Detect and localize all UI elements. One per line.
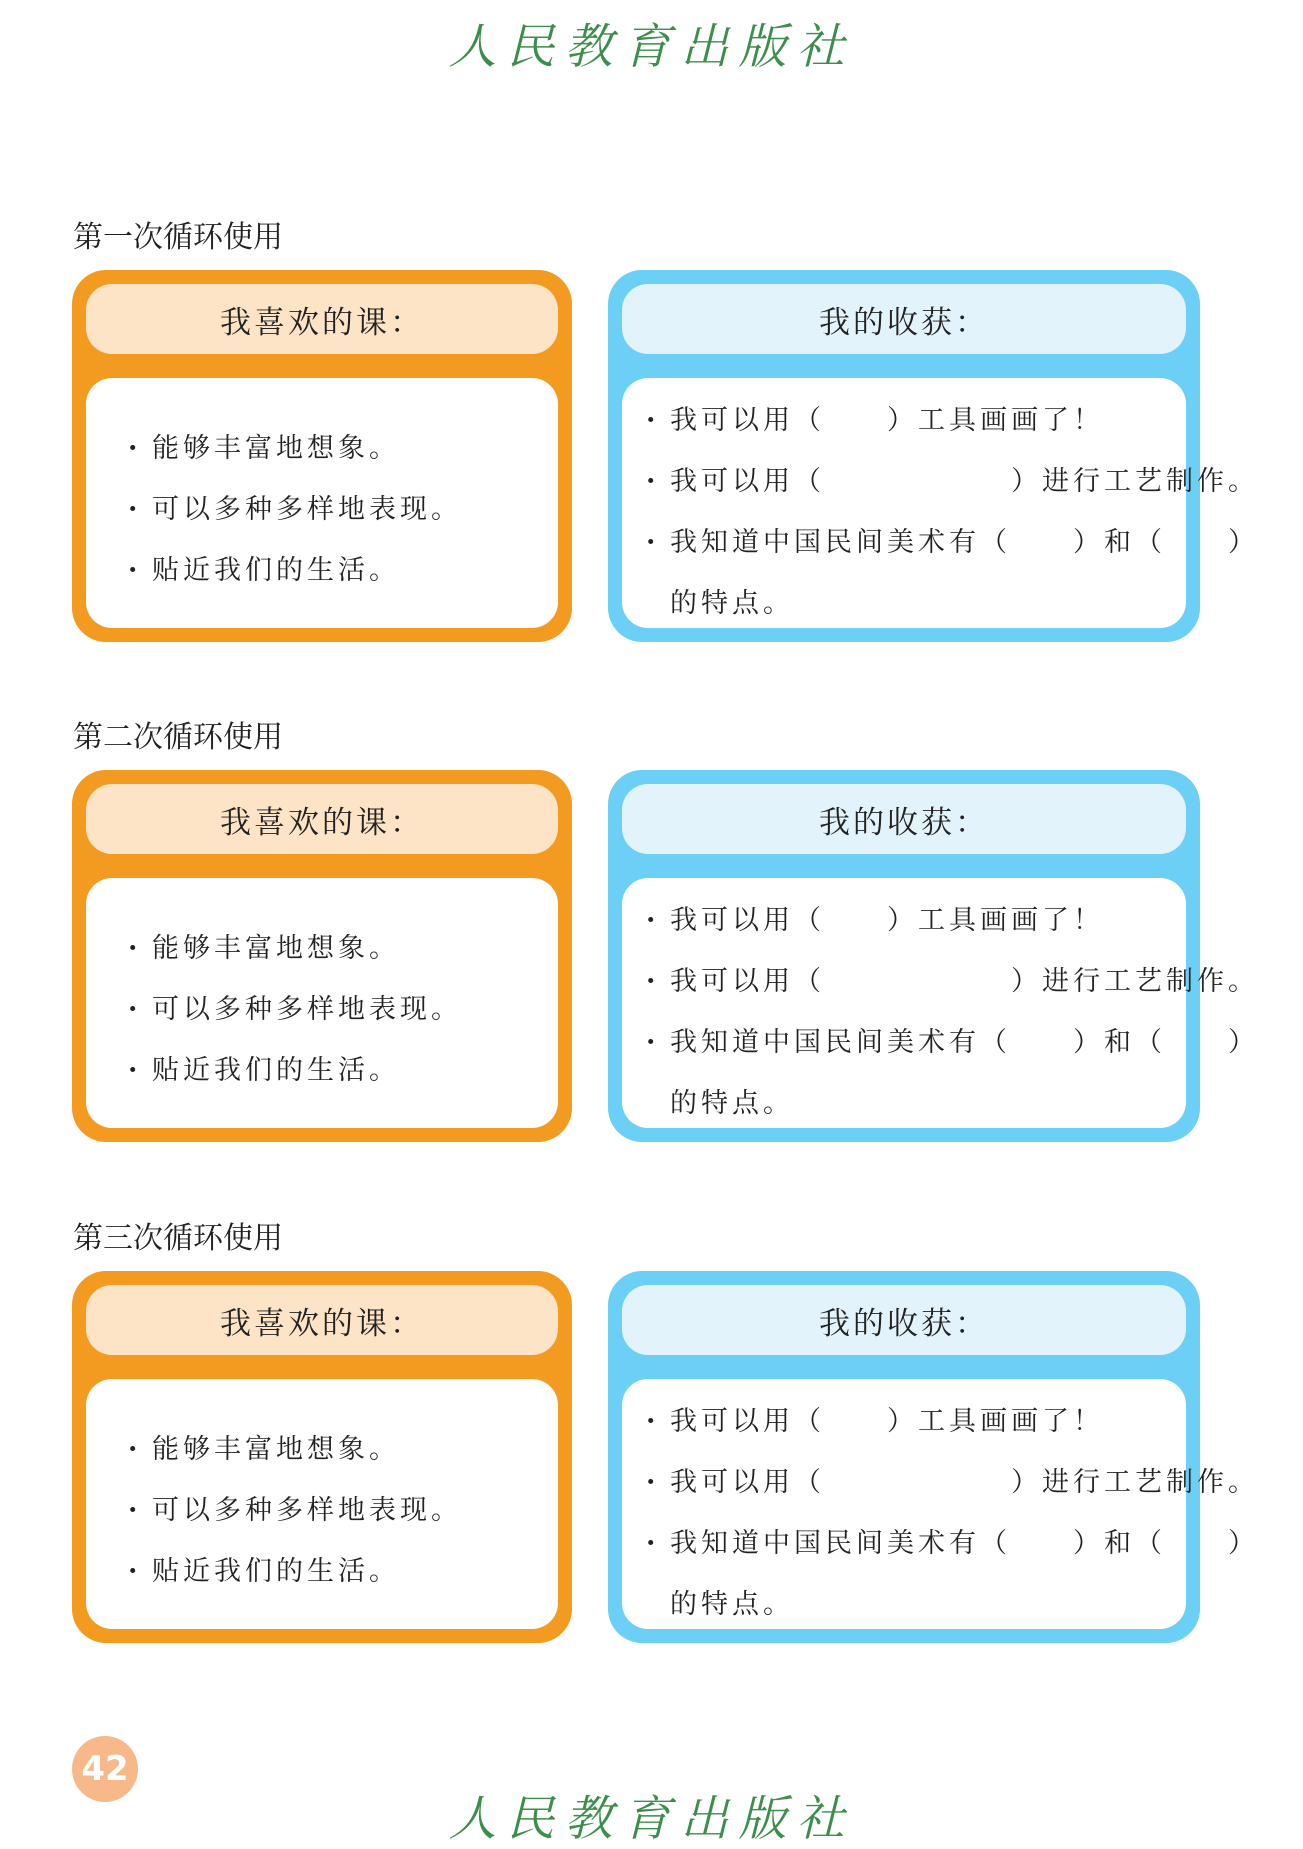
gain-card-title: 我的收获： [622,784,1186,854]
list-item: · 我知道中国民间美术有（ ）和（ ） [646,1513,1176,1574]
list-item: · 我知道中国民间美术有（ ）和（ ） [646,512,1176,573]
round-label: 第二次循环使用 [73,720,283,755]
like-card-body [86,1379,558,1629]
gain-card [608,770,1259,1142]
list-item-continuation: 的特点。 [670,1088,794,1119]
list-item: · 能够丰富地想象。 [128,418,548,479]
gain-card-title: 我的收获： [622,284,1186,354]
list-item-continuation: 的特点。 [670,588,794,619]
list-item: · 贴近我们的生活。 [128,1040,548,1101]
gain-card-body [622,378,1259,628]
publisher-logo-top: 人民教育出版社 [448,19,855,75]
gain-card-body [622,878,1259,1128]
like-card-body [86,878,558,1128]
like-card [72,770,572,1142]
list-item: · 我可以用（ ）进行工艺制作。 [646,1452,1176,1513]
gain-card-body [622,1379,1259,1629]
list-item: · 我可以用（ ）工具画画了！ [646,890,1176,951]
like-card [72,270,572,642]
gain-card [608,1271,1259,1643]
list-item: · 能够丰富地想象。 [128,1419,548,1480]
publisher-logo-bottom: 人民教育出版社 [448,1791,855,1847]
list-item-continuation: 的特点。 [670,1589,794,1620]
like-card [72,1271,572,1643]
round-label: 第一次循环使用 [73,220,283,255]
list-item: · 贴近我们的生活。 [128,540,548,601]
list-item: · 我可以用（ ）工具画画了！ [646,390,1176,451]
gain-card-title: 我的收获： [622,1285,1186,1355]
like-card-title: 我喜欢的课： [86,784,558,854]
like-card-body [86,378,558,628]
list-item: · 我知道中国民间美术有（ ）和（ ） [646,1012,1176,1073]
like-card-title: 我喜欢的课： [86,1285,558,1355]
round-label: 第三次循环使用 [73,1221,283,1256]
list-item: · 可以多种多样地表现。 [128,479,548,540]
gain-card [608,270,1259,642]
list-item: · 我可以用（ ）进行工艺制作。 [646,951,1176,1012]
list-item: · 可以多种多样地表现。 [128,1480,548,1541]
list-item: · 我可以用（ ）工具画画了！ [646,1391,1176,1452]
list-item: · 能够丰富地想象。 [128,918,548,979]
list-item: · 我可以用（ ）进行工艺制作。 [646,451,1176,512]
page-number: 42 [72,1736,138,1802]
list-item: · 可以多种多样地表现。 [128,979,548,1040]
list-item: · 贴近我们的生活。 [128,1541,548,1602]
like-card-title: 我喜欢的课： [86,284,558,354]
